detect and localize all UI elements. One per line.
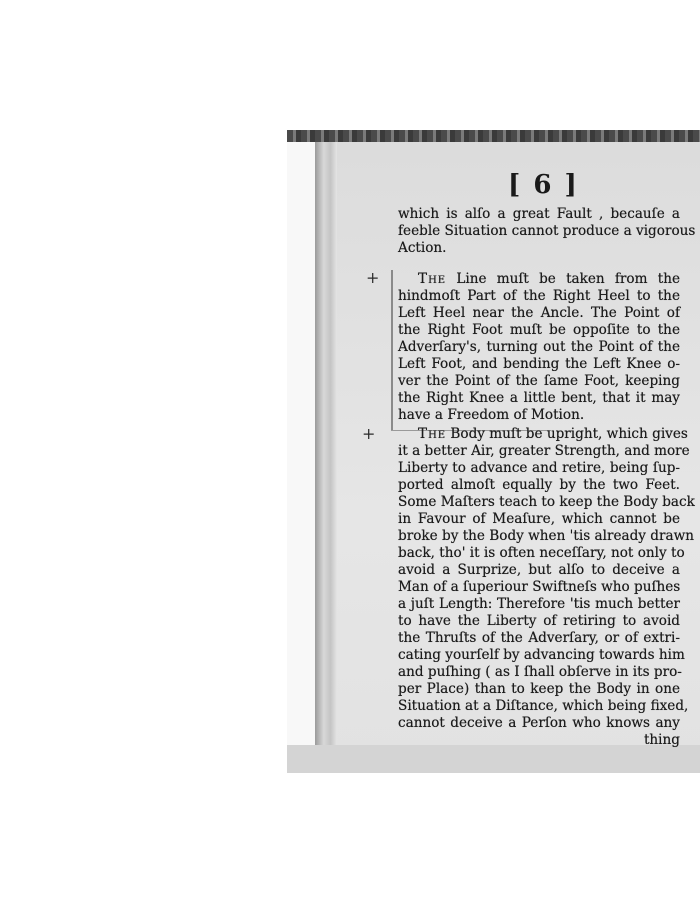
text-line: in Favour of Meaſure, which cannot be xyxy=(398,511,680,527)
line-rest: Body muſt be upright, which gives xyxy=(446,426,688,442)
text-line: and puſhing ( as I ſhall obſerve in its pro- xyxy=(398,664,682,680)
text-line: avoid a Surprize, but alſo to deceive a xyxy=(398,562,680,578)
text-line: Action. xyxy=(398,240,447,256)
text-line: ported almoſt equally by the two Feet. xyxy=(398,477,680,493)
text-line: a juſt Length: Therefore 'tis much better xyxy=(398,596,680,612)
text-line: back, tho' it is often neceſſary, not only to xyxy=(398,545,685,561)
text-line: the Thruſts of the Adverſary, or of extri- xyxy=(398,630,680,646)
lead-word: The xyxy=(418,271,447,287)
margin-mark-2: + xyxy=(362,424,376,443)
text-line: cannot deceive a Perſon who knows any xyxy=(398,715,680,731)
text-line: feeble Situation cannot produce a vigorous xyxy=(398,223,696,239)
text-line: ver the Point of the ſame Foot, keeping xyxy=(398,373,680,389)
text-line: Situation at a Diſtance, which being fixed, xyxy=(398,698,689,714)
margin-mark-1: + xyxy=(366,268,380,287)
text-line: broke by the Body when 'tis already drawn xyxy=(398,528,695,544)
facing-page-edge xyxy=(287,142,315,773)
text-line: Left Foot, and bending the Left Knee o- xyxy=(398,356,680,372)
text-line: per Place) than to keep the Body in one xyxy=(398,681,680,697)
text-line: Liberty to advance and retire, being ſup- xyxy=(398,460,680,476)
text-line: to have the Liberty of retiring to avoid xyxy=(398,613,680,629)
text-line xyxy=(398,271,680,287)
text-line: Man of a ſuperiour Swiftneſs who puſhes xyxy=(398,579,681,595)
text-line: the Right Foot muſt be oppoſite to the xyxy=(398,322,680,338)
scan-top-edge xyxy=(287,130,700,142)
lead-word: The xyxy=(418,426,447,442)
catchword: thing xyxy=(643,732,680,748)
text-line: hindmoſt Part of the Right Heel to the xyxy=(398,288,680,304)
text-line: it a better Air, greater Strength, and more xyxy=(398,443,690,459)
line-rest: Line muſt be taken from the xyxy=(446,271,680,287)
text-line xyxy=(398,426,688,442)
page-number: [ 6 ] xyxy=(508,170,579,200)
text-line: Left Heel near the Ancle. The Point of xyxy=(398,305,680,321)
margin-bracket xyxy=(391,270,393,430)
text-line: the Right Knee a little bent, that it may xyxy=(398,390,680,406)
text-line: have a Freedom of Motion. xyxy=(398,407,585,423)
text-line: which is alſo a great Fault , becauſe a xyxy=(398,206,680,222)
book-gutter xyxy=(315,142,337,773)
text-line: cating yourſelf by advancing towards him xyxy=(398,647,685,663)
text-line: Adverſary's, turning out the Point of the xyxy=(398,339,680,355)
scan-bottom-edge xyxy=(287,745,700,773)
text-line: Some Maſters teach to keep the Body back xyxy=(398,494,695,510)
